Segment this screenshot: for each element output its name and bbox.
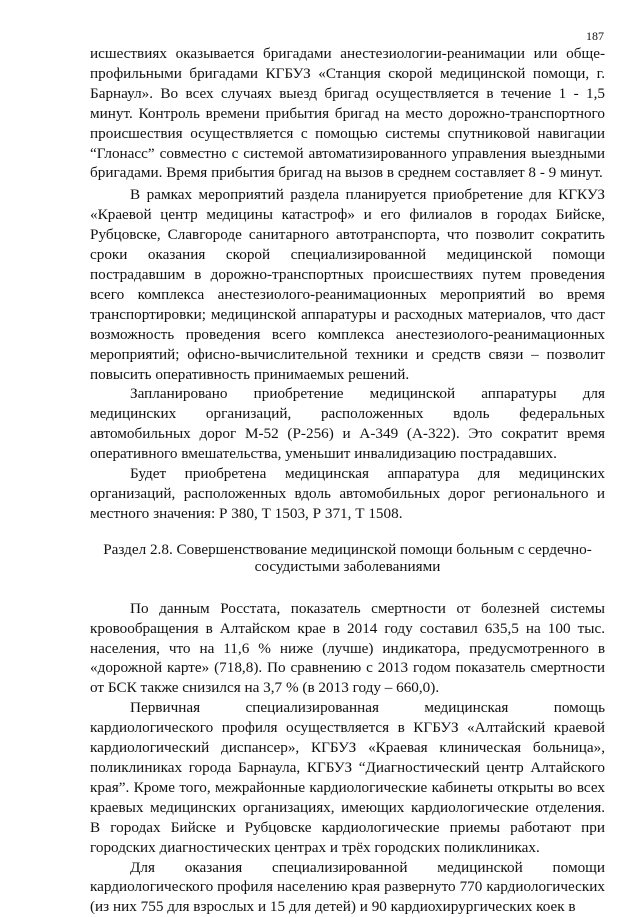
paragraph-primary-care: Первичная специализированная медицинская помощь кардиологического профиля осуществляется в КГБУЗ «Алтайский краевой кардиологический диспансер», КГБУЗ «Краевая клиническая больница», поликлиниках города Барнаула, КГБУЗ “Диагностический центр Алтайского края”. Кроме того, межрайонные кардиологические кабинеты открыты во всех краевых медицинских организациях, имеющих кардиологические отделения. В городах Бийске и Рубцовске кардиологические приемы работают при городских диагностических центрах и трёх городских поликлиниках. — [90, 699, 605, 856]
paragraph-rosstat-mortality: По данным Росстата, показатель смертности от болезней системы кровообращения в Алтайском крае в 2014 году составил 635,5 на 100 тыс. населения, что на 11,6 % ниже (лучше) индикатора, предусмотренного в «дорожной карте» (718,8). По сравнению с 2013 годом показатель смертности от БСК также снизился на 3,7 % (в 2013 году – 660,0). — [90, 599, 605, 697]
paragraph-cardiology-beds: Для оказания специализированной медицинской помощи кардиологического профиля населению края развернуто 770 кардиологических (из них 755 для взрослых и 15 для детей) и 90 кардиохирургических коек в — [90, 858, 605, 916]
paragraph-federal-roads: Запланировано приобретение медицинской аппаратуры для медицинских организаций, расположенных вдоль федеральных автомобильных дорог М-52 (Р-256) и А-349 (А-322). Это сократит время оперативного вмешательства, уменьшит инвалидизацию пострадавших. — [90, 385, 605, 463]
paragraph-dtp-brigades: исшествиях оказывается бригадами анестезиологии-реанимации или обще-профильными бригадами КГБУЗ «Станция скорой медицинской помощи, г. Барнаул». Во всех случаях выезд бригад осуществляется в течение 1 - 1,5 минут. Контроль времени прибытия бригад на место дорожно-транспортного происшествия осуществляется с помощью системы спутниковой навигации “Глонасс” совместно с системой автоматизированного управления выездными бригадами. Время прибытия бригад на вызов в среднем составляет 8 - 9 минут. — [90, 45, 605, 182]
section-heading: Раздел 2.8. Совершенствование медицинской помощи больным с сердечно-сосудистыми заболеваниями — [103, 540, 592, 575]
paragraph-regional-roads: Будет приобретена медицинская аппаратура для медицинских организаций, расположенных вдоль автомобильных дорог регионального и местного значения: Р 380, Т 1503, Р 371, Т 1508. — [90, 465, 605, 522]
page-number: 187 — [586, 29, 604, 43]
paragraph-transport-purchase: В рамках мероприятий раздела планируется приобретение для КГКУЗ «Краевой центр медицины катастроф» и его филиалов в городах Бийске, Рубцовске, Славгороде санитарного автотранспорта, что позволит сократить сроки оказания скорой специализированной медицинской помощи пострадавшим в дорожно-транспортных происшествиях путем проведения всего комплекса анестезиолого-реанимационных мероприятий во время транспортировки; медицинской аппаратуры и расходных материалов, что даст возможность проведения всего комплекса анестезиолого-реанимационных мероприятий; офисно-вычислительной техники и средств связи – позволит повысить оперативность принимаемых решений. — [90, 186, 605, 383]
document-body — [90, 44, 605, 917]
